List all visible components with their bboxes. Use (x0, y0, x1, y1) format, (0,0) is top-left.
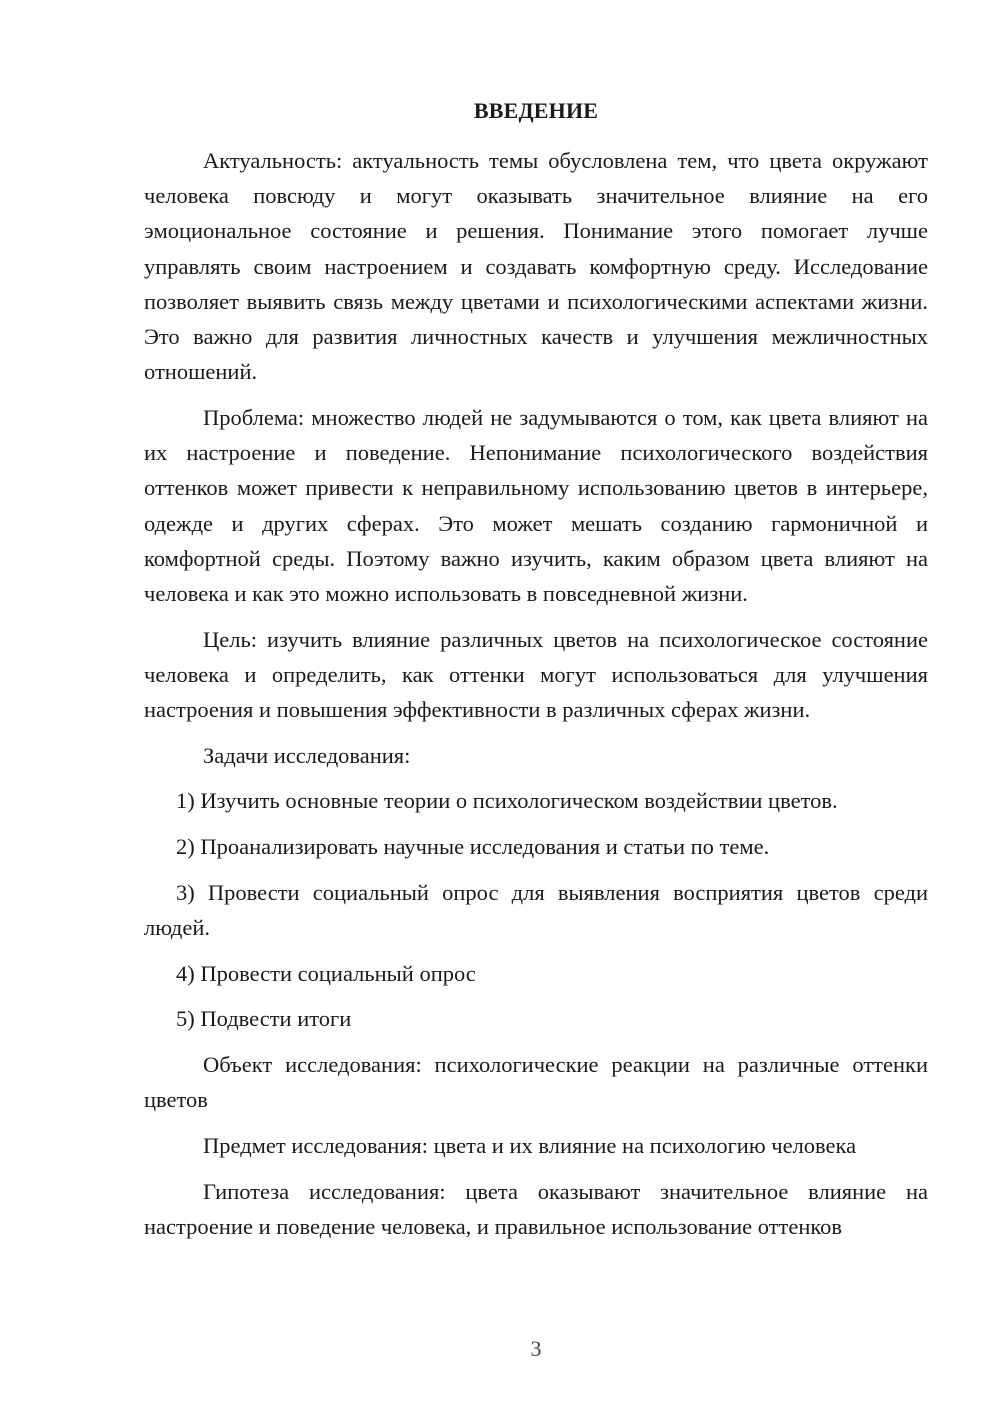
task-item: 2) Проанализировать научные исследования и статьи по теме. (176, 834, 770, 860)
goal-paragraph: Цель: изучить влияние различных цветов на психологическое состояние человека и определить, как оттенки могут использоваться для улучшения настроения и повышения эффективности в различных сферах жизни. (144, 626, 928, 723)
task-item: 4) Провести социальный опрос (176, 960, 476, 986)
task-item: 5) Подвести итоги (176, 1006, 352, 1032)
task-item: 3) Провести социальный опрос для выявления восприятия цветов среди людей. (144, 879, 928, 941)
relevance-paragraph: Актуальность: актуальность темы обусловлена тем, что цвета окружают человека повсюду и могут оказывать значительное влияние на его эмоциональное состояние и решения. Понимание этого помогает лучше управлять своим настроением и создавать комфортную среду. Исследование позволяет выявить связь между цветами и психологическими аспектами жизни. Это важно для развития личностных качеств и улучшения межличностных отношений. (144, 148, 928, 385)
body-text (144, 143, 928, 1244)
hypothesis-paragraph: Гипотеза исследования: цвета оказывают значительное влияние на настроение и поведение человека, и правильное использование оттенков (144, 1178, 928, 1239)
problem-paragraph: Проблема: множество людей не задумываются о том, как цвета влияют на их настроение и поведение. Непонимание психологического воздействия оттенков может привести к неправильному использованию цветов в интерьере, одежде и других сферах. Это может мешать созданию гармоничной и комфортной среды. Поэтому важно изучить, каким образом цвета влияют на человека и как это можно использовать в повседневной жизни. (144, 404, 928, 606)
research-object-paragraph: Объект исследования: психологические реакции на различные оттенки цветов (144, 1052, 928, 1113)
task-item: 1) Изучить основные теории о психологическом воздействии цветов. (176, 788, 838, 814)
section-title: ВВЕДЕНИЕ (473, 98, 599, 123)
tasks-heading: Задачи исследования: (203, 742, 411, 768)
page-number: 3 (530, 1336, 542, 1361)
research-subject-paragraph: Предмет исследования: цвета и их влияние на психологию человека (203, 1133, 857, 1159)
